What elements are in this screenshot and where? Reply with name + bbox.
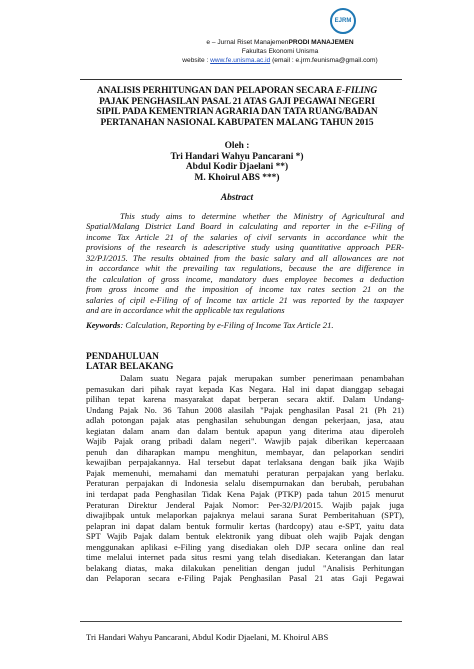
journal-logo <box>330 8 356 34</box>
body-line: dan Pelaporan secara e-Filing Pajak Penghasilan Pasal 21 atas Gaji Pegawai <box>86 573 404 584</box>
body-line: ini terdapat pada Penghasilan Tidak Kena Pajak (PTKP) pada tahun 2015 menurut <box>86 489 404 500</box>
body-line: kewajiban perpajakannya. Hal tersebut dapat terlaksana dengan baik jika Wajib <box>86 457 404 468</box>
title-line: SIPIL PADA KEMENTRIAN AGRARIA DAN TATA RUANG/BADAN <box>96 107 378 118</box>
website-label: website : <box>182 57 209 64</box>
abstract-line: Spatial/Malang District Land Board in calculating and reporter in the e-Filing of <box>86 221 404 232</box>
body-line: penuh dan diharapkan mampu menghitun, membayar, dan pelaporkan sendiri <box>86 446 404 457</box>
footer-authors: Tri Handari Wahyu Pancarani, Abdul Kodir Djaelani, M. Khoirul ABS <box>86 632 329 642</box>
header-divider <box>80 79 402 80</box>
section-heading-background: LATAR BELAKANG <box>86 362 174 372</box>
body-line: belakang diatas, maka dilakukan penelitian dengan judul "Analisis Perhitungan <box>86 562 404 573</box>
author-name: Abdul Kodir Djaelani **) <box>185 162 289 173</box>
journal-program: PRODI MANAJEMEN <box>288 39 354 46</box>
body-line: Wajib Pajak orang pribadi dalam negeri". Wawjib pajak diberikan kepercaaan <box>86 436 404 447</box>
author-name: M. Khoirul ABS ***) <box>194 172 280 183</box>
body-line: pilihan tepat karena masyarakat dapat berperan secara aktif. Dalam Undang- <box>86 394 404 405</box>
abstract-line: provisions of the research is adescriptive study using quantitative approach PER- <box>86 242 404 253</box>
keywords-label: Keywords <box>86 320 121 330</box>
body-line: Dalam suatu Negara pajak merupakan sumber penerimaan penambahan <box>120 373 404 383</box>
keywords-line <box>86 320 404 330</box>
abstract-line: income Tax Article 21 of the salaries of civil servants in accordance whit the <box>86 231 404 242</box>
abstract-heading: Abstract <box>220 193 254 203</box>
body-line: pemasukan dari pihak rayat kepada Kas Negara. Hal ini dapat dianggap sebagai <box>86 383 404 394</box>
website-link[interactable]: www.fe.unisma.ac.id <box>210 57 271 64</box>
title-line: PAJAK PENGHASILAN PASAL 21 ATAS GAJI PEGAWAI NEGERI <box>99 96 375 107</box>
body-line: Undang Pajak No. 36 Tahun 2008 alasilah "Pajak penghasilan Pasal 21 (Ph 21) <box>86 404 404 415</box>
body-line: kegiatan dalam anam dan dalam bentuk apapun yang diterima atau diperoleh <box>86 425 404 436</box>
abstract-line: 32/PJ/2015. The results obtained from the basic salary and all allowances are not <box>86 252 404 263</box>
journal-name-line <box>120 38 440 47</box>
abstract-line: from gross income and the imposition of income tax rates section 21 on the <box>86 284 404 295</box>
footer-divider <box>80 621 402 622</box>
body-line: pelapran ini dapat dalam bentuk formulir kertas (hardcopy) atau e-SPT, yaitu data <box>86 520 404 531</box>
body-line: diwajibpak untuk melaporkan pajaknya melaui sarana Surat Pemberitahuan (SPT), <box>86 510 404 521</box>
section-heading-introduction: PENDAHULUAN <box>86 352 159 362</box>
body-line: SPT Wajib Pajak dalam bentuk elektronik yang dibuat oleh wajib Pajak dengan <box>86 531 404 542</box>
abstract-body <box>86 211 404 316</box>
author-block <box>64 141 410 183</box>
paper-title <box>64 86 410 128</box>
journal-header <box>120 38 440 65</box>
abstract-line: the calculation of gross income, mandatory dues employee becomes a deduction <box>86 273 404 284</box>
title-line: ANALISIS PERHITUNGAN DAN PELAPORAN SECARA E-FILING <box>96 86 378 96</box>
keywords-text: : Calculation, Reporting by e-Filing of Income Tax Article 21. <box>120 320 334 330</box>
body-line: Peraturan perpajakan di Indonesia selalu disempurnakan dan berubah, perubahan <box>86 478 404 489</box>
abstract-line: This study aims to determine whether the Ministry of Agricultural and <box>120 211 404 221</box>
body-paragraph <box>86 373 404 584</box>
contact-line <box>120 56 440 65</box>
email-text: (email : e.jrm.feunisma@gmail.com) <box>272 57 378 64</box>
body-line: menggunakan aplikasi e-Filing yang disediakan oleh DJP secara online dan real <box>86 541 404 552</box>
body-line: adlah potongan pajak atas penghasilan sehubungan dengan pekerjaan, jasa, atau <box>86 415 404 426</box>
body-line: Peraturan Direktur Jenderal Pajak Nomor: Per-32/PJ/2015. Wajib pajak juga <box>86 499 404 510</box>
abstract-line: salaries of cipil e-Filing of of Income tax article 21 was reported by the taxpayer <box>86 294 404 305</box>
by-label: Oleh : <box>224 141 250 151</box>
body-line: Pajak memenuhi, memahami dan mematuhi peraturan perpajakan yang berlaku. <box>86 467 404 478</box>
journal-prefix: e – Jurnal Riset Manajemen <box>206 39 289 46</box>
faculty-line: Fakultas Ekonomi Unisma <box>241 48 319 55</box>
abstract-line: and are in accordance whit the applicable tax regulations <box>86 305 285 316</box>
abstract-line: in accordance whit the prevailing tax regulations, because the are difference in <box>86 263 404 274</box>
body-line: time melalui internet pada situs resmi yang telah disediakan. Keterangan dan latar <box>86 552 404 563</box>
author-name: Tri Handari Wahyu Pancarani *) <box>170 151 304 162</box>
logo-text: EJRM <box>334 18 352 24</box>
title-line: PERTANAHAN NASIONAL KABUPATEN MALANG TAHUN 2015 <box>100 117 374 128</box>
